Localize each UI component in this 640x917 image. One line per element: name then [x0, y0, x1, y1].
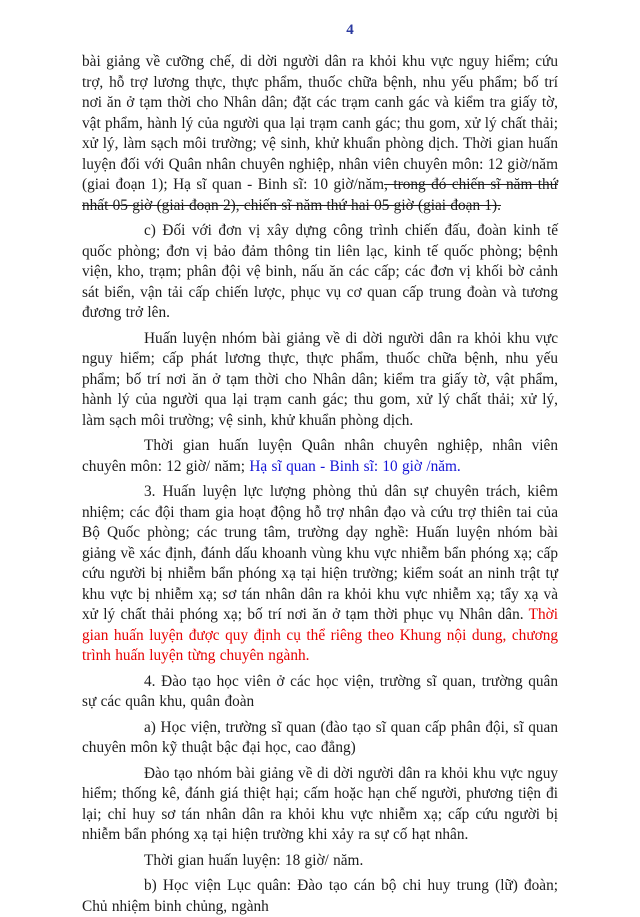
paragraph — [82, 52, 558, 216]
text-run: Thời gian huấn luyện Quân nhân chuyên nghiệp, nhân viên chuyên môn: 12 giờ/ năm; — [82, 437, 558, 475]
paragraph — [82, 329, 558, 432]
paragraph — [82, 672, 558, 713]
text-run: 4. Đào tạo học viên ở các học viện, trường sĩ quan, trường quân sự các quân khu, quân đoàn — [82, 672, 558, 710]
text-run: Huấn luyện nhóm bài giảng về di dời người dân ra khỏi khu vực nguy hiểm; cấp phát lương thực, thực phẩm, thuốc chữa bệnh, nhu yếu phẩm; bố trí nơi ăn ở tạm thời cho Nhân dân; kiểm tra giấy tờ, vật phẩm, hành lý của người qua lại trạm canh gác; thu gom, xử lý chất thải; xử lý, làm sạch môi trường; vệ sinh, khử khuẩn phòng dịch. — [82, 329, 558, 429]
text-run: c) Đối với đơn vị xây dựng công trình chiến đấu, đoàn kinh tế quốc phòng; đơn vị bảo đảm thông tin liên lạc, kinh tế quốc phòng; bệnh viện, kho, trạm; phân đội vệ binh, nấu ăn các cấp; các đơn vị khối bờ cảnh sát biển, vận tải cấp chiến lược, phục vụ cơ quan cấp trung đoàn và tương đương trở lên. — [82, 222, 558, 321]
text-run: Thời gian huấn luyện: 18 giờ/ năm. — [144, 851, 364, 869]
paragraph — [82, 482, 558, 667]
blue-text-run: Hạ sĩ quan - Binh sĩ: 10 giờ /năm. — [249, 457, 461, 475]
paragraph — [82, 764, 558, 846]
paragraph — [82, 876, 558, 917]
text-run: bài giảng về cưỡng chế, di dời người dân ra khỏi khu vực nguy hiểm; cứu trợ, hỗ trợ lương thực, thực phẩm, thuốc chữa bệnh, nhu yếu phẩm; bố trí nơi ăn ở tạm thời cho Nhân dân; đặt các trạm canh gác và kiểm tra giấy tờ, vật phẩm, hành lý của người qua lại trạm canh gác; thu gom, xử lý chất thải; xử lý, làm sạch môi trường; vệ sinh, khử khuẩn phòng dịch. Thời gian huấn luyện đối với Quân nhân chuyên nghiệp, nhân viên chuyên môn: 12 giờ/năm (giai đoạn 1); Hạ sĩ quan - Binh sĩ: 10 giờ/năm — [82, 53, 558, 193]
paragraph — [82, 221, 558, 324]
paragraph — [82, 851, 558, 872]
strikethrough-text-run: , trong đó chiến sĩ năm thứ nhất 05 giờ (giai đoạn 2), chiến sĩ năm thứ hai 05 giờ (giai đoạn 1). — [82, 176, 558, 214]
text-run: a) Học viện, trường sĩ quan (đào tạo sĩ quan cấp phân đội, sĩ quan chuyên môn kỹ thuật bậc đại học, cao đẳng) — [82, 718, 558, 756]
text-run: b) Học viện Lục quân: Đào tạo cán bộ chi huy trung (lữ) đoàn; Chủ nhiệm binh chủng, ngành — [82, 877, 558, 915]
red-text-run: Thời gian huấn luyện được quy định cụ thể riêng theo Khung nội dung, chương trình huấn luyện từng chuyên ngành. — [82, 606, 558, 664]
page-number: 4 — [346, 22, 354, 38]
text-run: Đào tạo nhóm bài giảng về di dời người dân ra khỏi khu vực nguy hiểm; thống kê, đánh giá thiệt hại; cấm hoặc hạn chế người, phương tiện đi lại; chỉ huy sơ tán nhân dân ra khỏi khu vực nhiễm xạ; cấp cứu người bị nhiễm bẩn phóng xạ tại hiện trường khi xảy ra sự cố hạt nhân. — [82, 764, 558, 843]
paragraph — [82, 436, 558, 477]
paragraph — [82, 718, 558, 759]
text-run: 3. Huấn luyện lực lượng phòng thủ dân sự chuyên trách, kiêm nhiệm; các đội tham gia hoạt động hỗ trợ nhân đạo và cứu trợ thiên tai của Bộ Quốc phòng; các trung tâm, trường dạy nghề: Huấn luyện nhóm bài giảng về xác định, đánh dấu khoanh vùng khu vực nhiễm bẩn phóng xạ; cấp cứu người bị nhiễm bẩn phóng xạ tại hiện trường; kiểm soát an ninh trật tự khu vực bị nhiễm xạ; sơ tán nhân dân ra khỏi khu vực nhiễm xạ; tẩy xạ và xử lý chất thải phóng xạ; bố trí nơi ăn ở tạm thời phục vụ Nhân dân. — [82, 483, 558, 623]
